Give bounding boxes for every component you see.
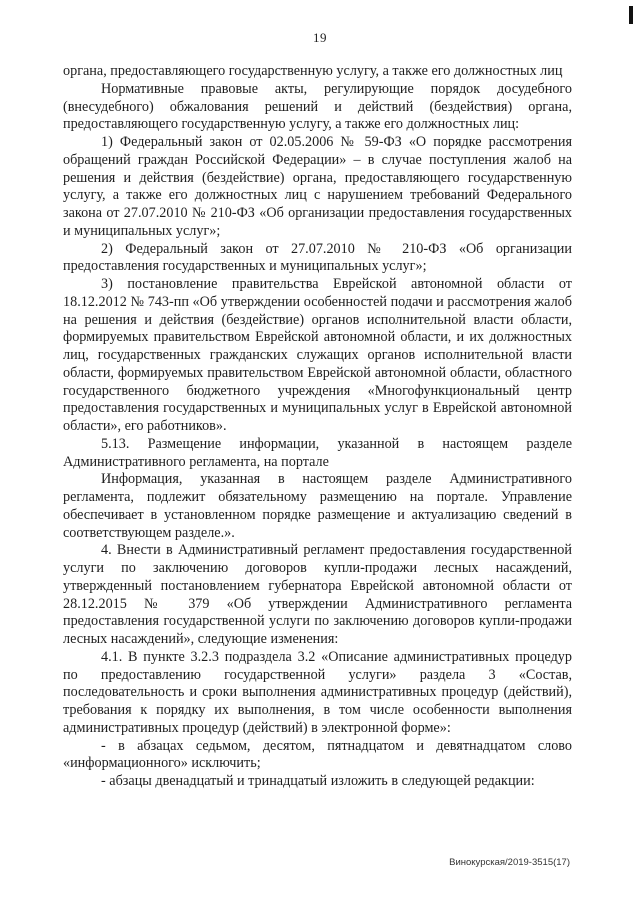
- paragraph-resolution-743-pp: 3) постановление правительства Еврейской автономной области от 18.12.2012 № 743-пп «Об утверждении особенностей подачи и рассмотрения жалоб на решения и действия (бездействие) органов исполнительной власти области, формируемых правительством Еврейской автономной области, и их должностных лиц, государственных гражданских служащих органов исполнительной власти области, формируемых правительством Еврейской автономной области, областного государственного бюджетного учреждения «Многофункциональный центр предоставления государственных и муниципальных услуг в Еврейской автономной области», его работников».: [63, 276, 572, 434]
- paragraph-legal-acts-intro: Нормативные правовые акты, регулирующие порядок досудебного (внесудебного) обжалования решений и действий (бездействия) органа, предоставляющего государственную услугу, а также его должностных лиц:: [63, 80, 572, 133]
- document-reference-code: Винокурская/2019-3515(17): [449, 857, 570, 868]
- scan-edge-mark: [629, 6, 633, 24]
- paragraph-law-210-fz: 2) Федеральный закон от 27.07.2010 № 210-ФЗ «Об организации предоставления государственных и муниципальных услуг»;: [63, 240, 572, 275]
- paragraph-item-4-1: 4.1. В пункте 3.2.3 подраздела 3.2 «Описание административных процедур по предоставлению государственной услуги» раздела 3 «Состав, последовательность и сроки выполнения административных процедур (действий), требования к порядку их выполнения, в том числе особенности выполнения административных процедур (действий) в электронной форме»:: [63, 648, 572, 736]
- paragraph-section-5-13-heading: 5.13. Размещение информации, указанной в настоящем разделе Административного регламента, на портале: [63, 435, 572, 470]
- page-number: 19: [313, 30, 327, 45]
- paragraph-item-4: 4. Внести в Административный регламент предоставления государственной услуги по заключению договоров купли-продажи лесных насаждений, утвержденный постановлением губернатора Еврейской автономной области от 28.12.2015 № 379 «Об утверждении Административного регламента предоставления государственной услуги по заключению договоров купли-продажи лесных насаждений», следующие изменения:: [63, 542, 572, 647]
- paragraph-dash-item-1: - в абзацах седьмом, десятом, пятнадцатом и девятнадцатом слово «информационного» исключить;: [63, 737, 572, 772]
- paragraph-dash-item-2: - абзацы двенадцатый и тринадцатый изложить в следующей редакции:: [101, 773, 535, 789]
- paragraph-continuation: органа, предоставляющего государственную услугу, а также его должностных лиц: [63, 63, 563, 79]
- document-body: [63, 63, 572, 791]
- paragraph-law-59-fz: 1) Федеральный закон от 02.05.2006 № 59-ФЗ «О порядке рассмотрения обращений граждан Российской Федерации» – в случае поступления жалоб на решения и действия (бездействие) органа, предоставляющего государственную услугу, а также его должностных лиц с нарушением требований Федерального закона от 27.07.2010 № 210-ФЗ «Об организации предоставления государственных и муниципальных услуг»;: [63, 134, 572, 239]
- paragraph-section-5-13-text: Информация, указанная в настоящем разделе Административного регламента, подлежит обязательному размещению на портале. Управление обеспечивает в установленном порядке размещение и актуализацию сведений в соответствующем разделе.».: [63, 471, 572, 541]
